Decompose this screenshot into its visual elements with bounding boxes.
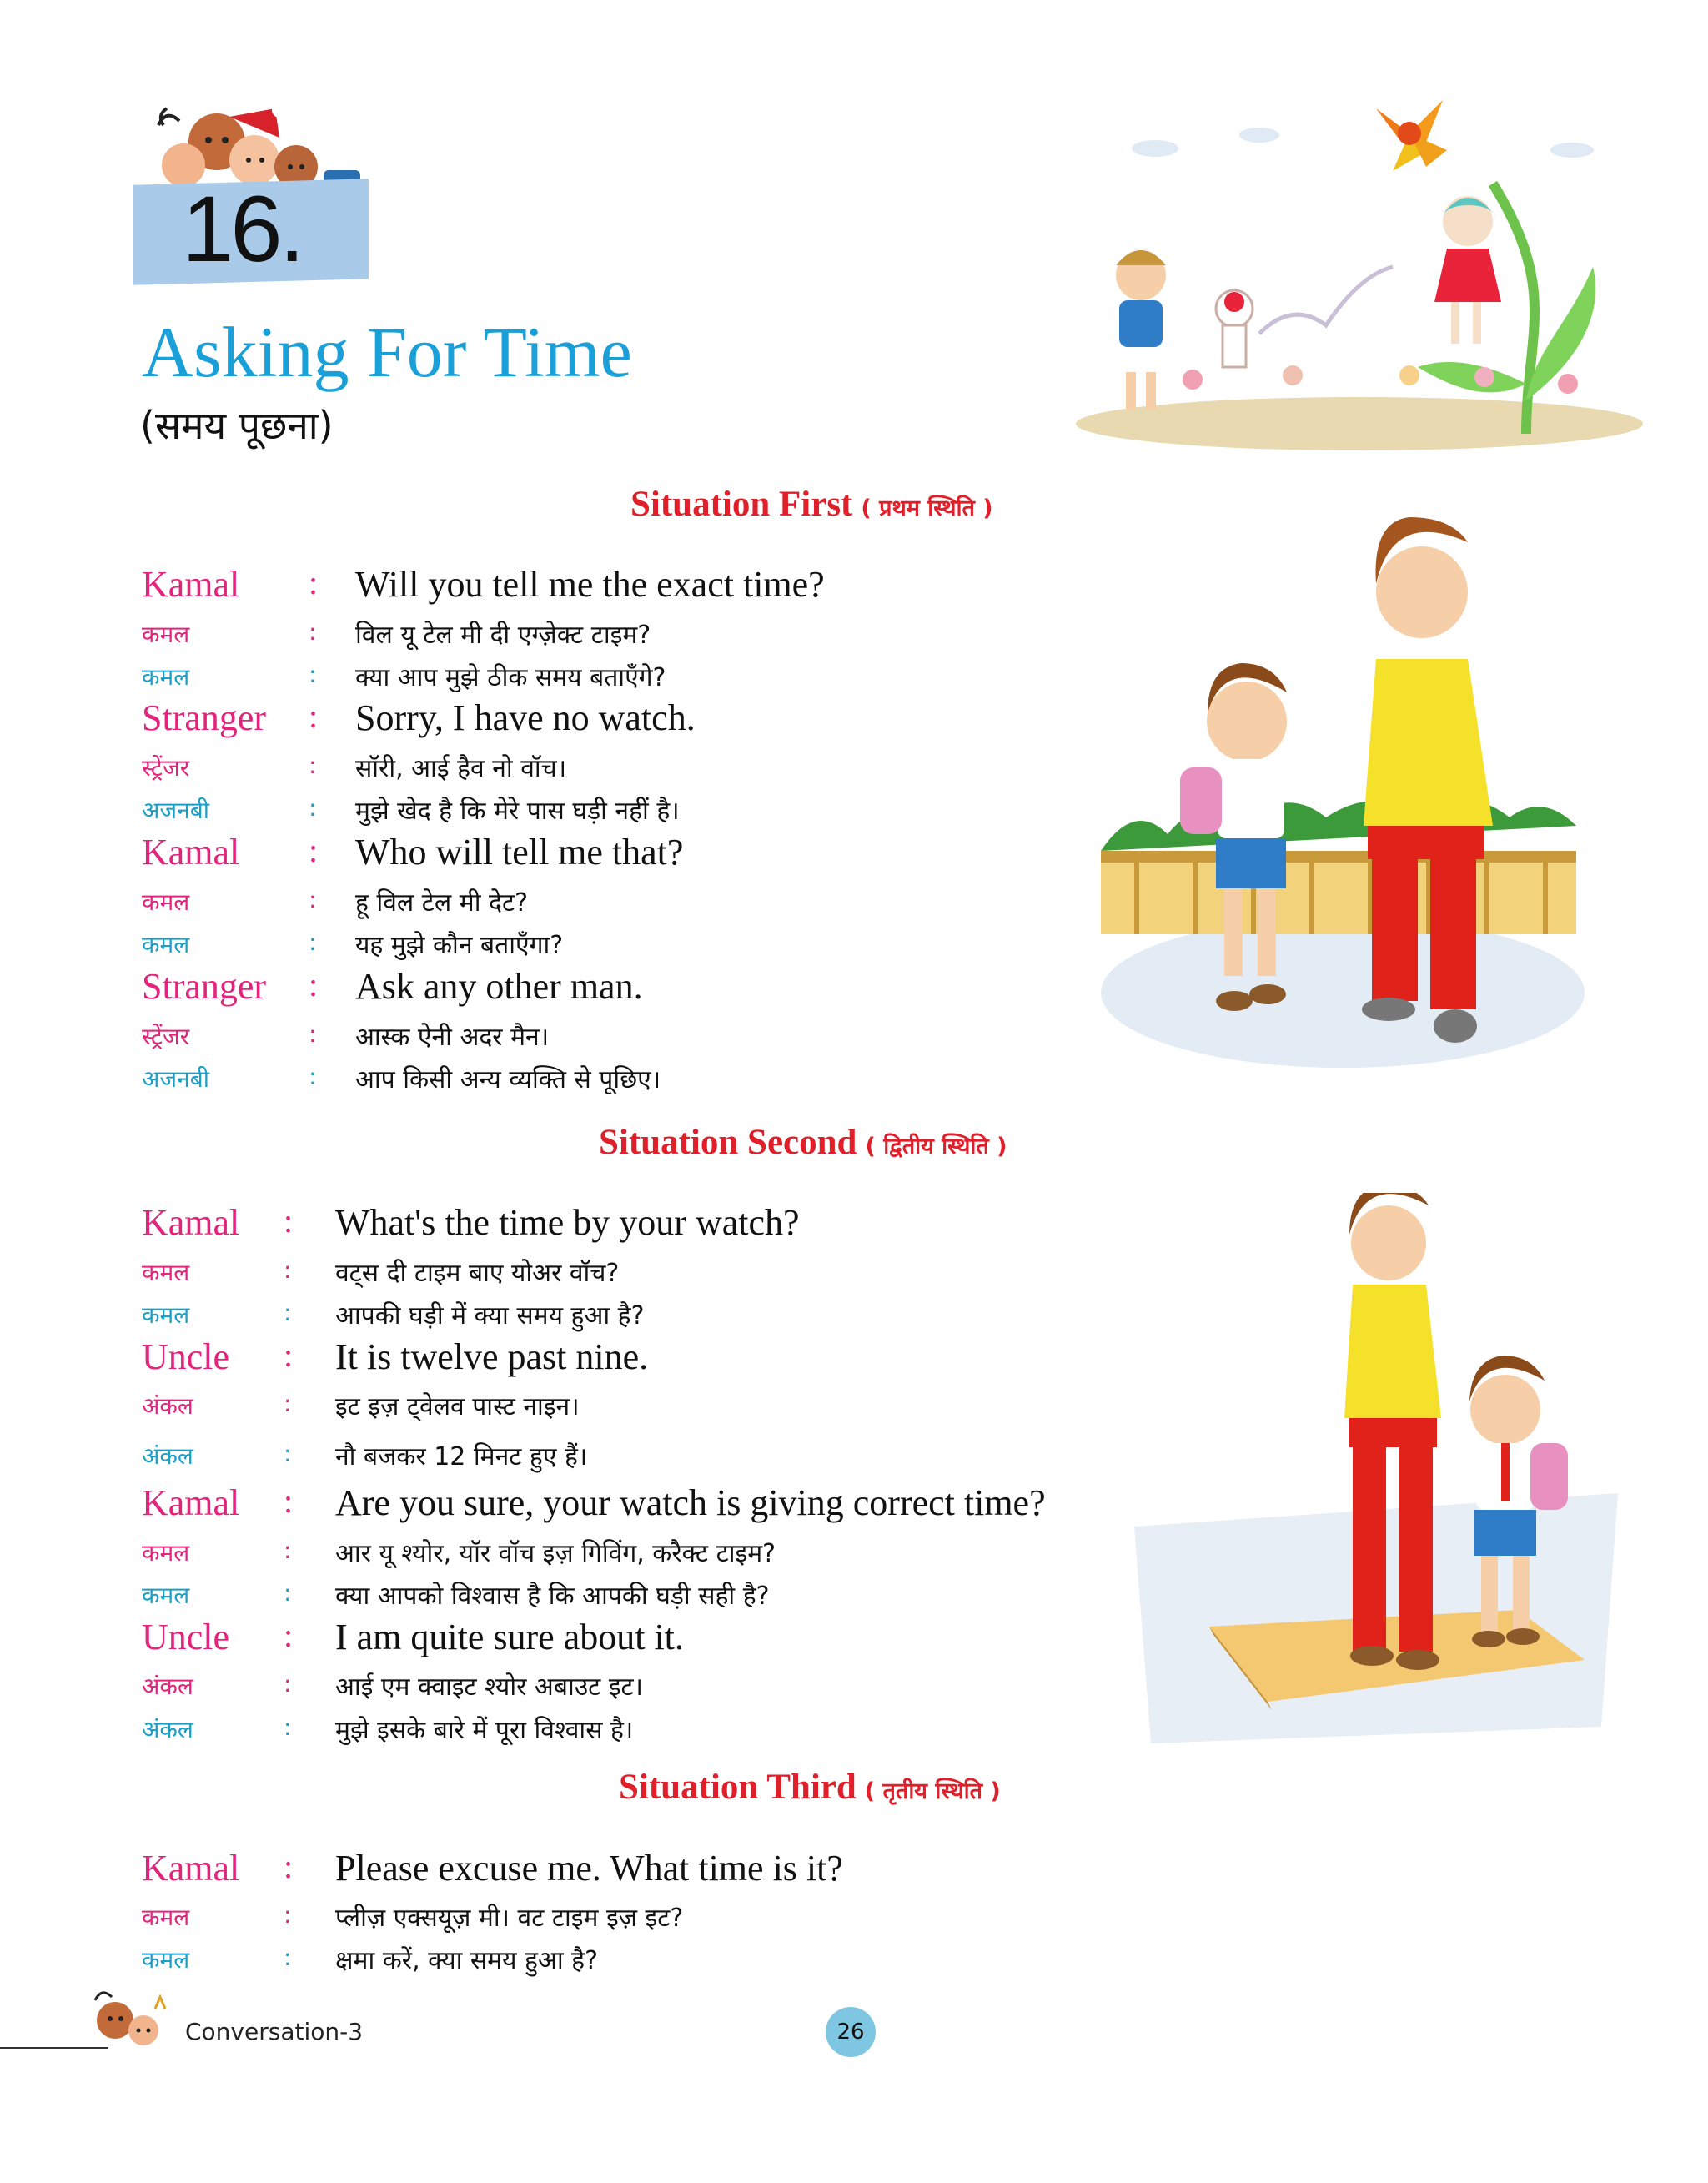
- speaker-colon: :: [309, 752, 317, 779]
- dialogue-line-tr: [142, 1896, 1101, 1938]
- dialogue-line-hi: [142, 1058, 1101, 1099]
- dialogue-line-en: [142, 1335, 1101, 1377]
- dialogue-line-en: [142, 831, 1101, 873]
- speaker-colon: :: [309, 966, 319, 1003]
- dialogue-line-hi: [142, 789, 1101, 831]
- speaker-colon: :: [284, 1670, 292, 1698]
- speaker-name: कमल: [142, 1539, 190, 1567]
- dialogue-text: I am quite sure about it.: [335, 1617, 684, 1657]
- situation-heading-3: [619, 1767, 1001, 1808]
- dialogue-line-en: [142, 1616, 1101, 1657]
- dialogue-text: हू विल टेल मी देट?: [355, 888, 529, 918]
- speaker-colon: :: [309, 564, 319, 601]
- dialogue-line-hi: [142, 656, 1101, 697]
- dialogue-text: क्या आपको विश्वास है कि आपकी घड़ी सही है?: [335, 1582, 770, 1611]
- dialogue-text: मुझे इसके बारे में पूरा विश्वास है।: [335, 1716, 634, 1745]
- speaker-name: कमल: [142, 663, 190, 691]
- dialogue-line-tr: [142, 1015, 1101, 1057]
- dialogue-line-hi: [142, 1574, 1101, 1616]
- speaker-name: Uncle: [142, 1336, 230, 1377]
- dialogue-text: मुझे खेद है कि मेरे पास घड़ी नहीं है।: [355, 797, 680, 826]
- dialogue-line-hi: [142, 1435, 1101, 1476]
- speaker-colon: :: [284, 1256, 292, 1284]
- speaker-colon: :: [284, 1299, 292, 1326]
- speaker-colon: :: [284, 1390, 292, 1417]
- page-subtitle: (समय पूछना): [140, 403, 334, 448]
- speaker-name: कमल: [142, 1259, 190, 1286]
- speaker-name: कमल: [142, 621, 190, 648]
- speaker-colon: :: [284, 1944, 292, 1971]
- dialogue-text: Are you sure, your watch is giving correct time?: [335, 1482, 1046, 1523]
- dialogue-line-en: [142, 1201, 1101, 1243]
- chapter-number: 16.: [182, 177, 302, 281]
- dialogue-text: Ask any other man.: [355, 966, 643, 1007]
- speaker-colon: :: [309, 1063, 317, 1090]
- dialogue-text: नौ बजकर 12 मिनट हुए हैं।: [335, 1442, 588, 1471]
- speaker-name: Kamal: [142, 1482, 240, 1523]
- speaker-colon: :: [284, 1617, 294, 1654]
- situation-heading-2: [599, 1122, 1007, 1163]
- dialogue-text: What's the time by your watch?: [335, 1202, 800, 1243]
- dialogue-text: इट इज़ ट्वेलव पास्ट नाइन।: [335, 1392, 580, 1421]
- dialogue-line-en: [142, 965, 1101, 1007]
- speaker-name: अंकल: [142, 1442, 193, 1470]
- speaker-name: Stranger: [142, 966, 267, 1007]
- speaker-colon: :: [309, 794, 317, 822]
- speaker-name: कमल: [142, 1301, 190, 1329]
- speaker-name: स्ट्रेंजर: [142, 1023, 190, 1050]
- speaker-name: Kamal: [142, 564, 240, 605]
- speaker-colon: :: [309, 832, 319, 869]
- speaker-colon: :: [309, 661, 317, 688]
- dialogue-text: Sorry, I have no watch.: [355, 697, 696, 738]
- speaker-colon: :: [284, 1537, 292, 1564]
- dialogue-line-tr: [142, 881, 1101, 923]
- speaker-colon: :: [284, 1901, 292, 1929]
- speaker-colon: :: [309, 1020, 317, 1048]
- dialogue-line-en: [142, 1481, 1101, 1523]
- speaker-name: अंकल: [142, 1392, 193, 1420]
- speaker-name: अजनबी: [142, 1065, 209, 1093]
- dialogue-line-tr: [142, 1251, 1101, 1293]
- speaker-colon: :: [309, 886, 317, 913]
- situation-heading-1: [630, 484, 993, 525]
- footer-label: Conversation-3: [185, 2018, 364, 2045]
- speaker-name: कमल: [142, 931, 190, 958]
- speaker-name: कमल: [142, 1582, 190, 1609]
- dialogue-text: Please excuse me. What time is it?: [335, 1848, 843, 1889]
- page-number: 26: [826, 2007, 876, 2057]
- situation-title: Situation Second: [599, 1123, 857, 1162]
- speaker-name: Kamal: [142, 1848, 240, 1889]
- children-with-flower-icon: [1059, 83, 1643, 459]
- speaker-name: Kamal: [142, 1202, 240, 1243]
- dialogue-line-hi: [142, 923, 1101, 965]
- dialogue-text: Who will tell me that?: [355, 832, 684, 873]
- dialogue-text: क्या आप मुझे ठीक समय बताएँगे?: [355, 663, 666, 692]
- dialogue-text: विल यू टेल मी दी एग्ज़ेक्ट टाइम?: [355, 621, 651, 650]
- speaker-colon: :: [284, 1202, 294, 1240]
- dialogue-text: वट्स दी टाइम बाए योअर वॉच?: [335, 1259, 620, 1288]
- dialogue-text: क्षमा करें, क्या समय हुआ है?: [335, 1946, 599, 1975]
- dialogue-text: Will you tell me the exact time?: [355, 564, 825, 605]
- speaker-colon: :: [284, 1482, 294, 1520]
- speaker-name: कमल: [142, 1946, 190, 1974]
- dialogue-line-tr: [142, 1385, 1101, 1426]
- speaker-name: कमल: [142, 888, 190, 916]
- speaker-colon: :: [284, 1440, 292, 1467]
- dialogue-line-en: [142, 697, 1101, 738]
- dialogue-text: It is twelve past nine.: [335, 1336, 649, 1377]
- speaker-name: अंकल: [142, 1672, 193, 1700]
- speaker-colon: :: [309, 618, 317, 646]
- dialogue-line-tr: [142, 613, 1101, 655]
- speaker-name: स्ट्रेंजर: [142, 754, 190, 782]
- dialogue-line-tr: [142, 747, 1101, 788]
- dialogue-line-tr: [142, 1665, 1101, 1707]
- speaker-colon: :: [284, 1713, 292, 1741]
- speaker-name: कमल: [142, 1904, 190, 1931]
- dialogue-line-tr: [142, 1532, 1101, 1573]
- situation-subtitle: ( प्रथम स्थिति ): [861, 495, 993, 521]
- situation-subtitle: ( तृतीय स्थिति ): [864, 1778, 1001, 1804]
- speaker-colon: :: [309, 697, 319, 735]
- dialogue-text: आप किसी अन्य व्यक्ति से पूछिए।: [355, 1065, 661, 1094]
- dialogue-text: आई एम क्वाइट श्योर अबाउट इट।: [335, 1672, 644, 1702]
- page-title: Asking For Time: [142, 312, 632, 392]
- speaker-name: अंकल: [142, 1716, 193, 1743]
- dialogue-text: सॉरी, आई हैव नो वॉच।: [355, 754, 567, 783]
- speaker-name: Stranger: [142, 697, 267, 738]
- dialogue-line-hi: [142, 1294, 1101, 1335]
- speaker-colon: :: [284, 1579, 292, 1607]
- dialogue-text: आपकी घड़ी में क्या समय हुआ है?: [335, 1301, 645, 1330]
- dialogue-line-en: [142, 563, 1101, 605]
- speaker-colon: :: [284, 1336, 294, 1374]
- situation-title: Situation First: [630, 485, 853, 524]
- speaker-name: Uncle: [142, 1617, 230, 1657]
- dialogue-line-en: [142, 1847, 1101, 1889]
- dialogue-text: यह मुझे कौन बताएँगा?: [355, 931, 564, 960]
- speaker-colon: :: [309, 928, 317, 956]
- dialogue-text: आर यू श्योर, यॉर वॉच इज़ गिविंग, करैक्ट टाइम?: [335, 1539, 776, 1568]
- dialogue-text: प्लीज़ एक्सयूज़ मी। वट टाइम इज़ इट?: [335, 1904, 684, 1933]
- speaker-name: Kamal: [142, 832, 240, 873]
- dialogue-line-hi: [142, 1708, 1101, 1750]
- speaker-name: अजनबी: [142, 797, 209, 824]
- dialogue-text: आस्क ऐनी अदर मैन।: [355, 1023, 550, 1052]
- chapter-badge: [133, 92, 369, 284]
- boy-and-stranger-icon: [1101, 500, 1585, 1084]
- babies-mascot-icon: [83, 1975, 175, 2052]
- dialogue-line-hi: [142, 1939, 1101, 1980]
- speaker-colon: :: [284, 1848, 294, 1885]
- boy-and-uncle-icon: [1134, 1193, 1618, 1777]
- situation-subtitle: ( द्वितीय स्थिति ): [865, 1134, 1007, 1159]
- situation-title: Situation Third: [619, 1768, 857, 1807]
